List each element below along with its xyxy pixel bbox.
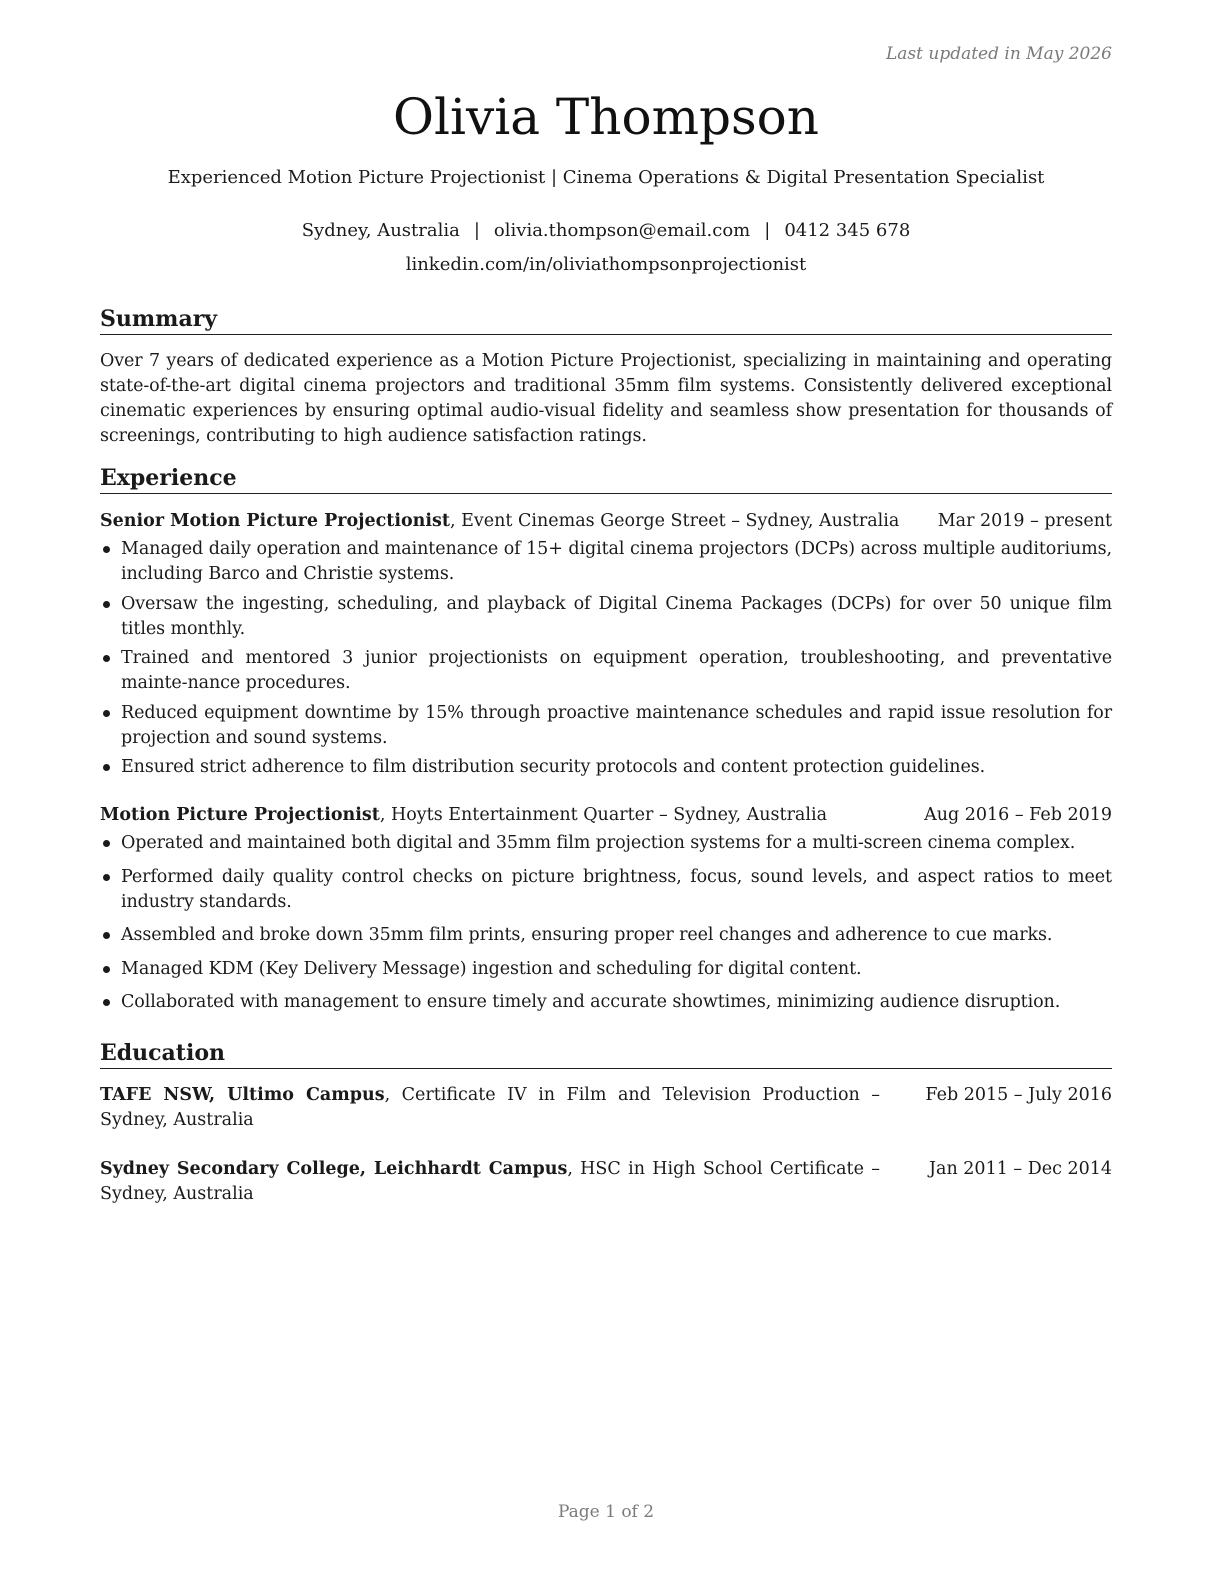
section-title-education: Education	[100, 1040, 1112, 1069]
list-item: Oversaw the ingesting, scheduling, and playback of Digital Cinema Packages (DCPs) for over 50 unique film titles monthly.	[100, 592, 1112, 642]
bullet-icon	[103, 840, 110, 847]
candidate-name: Olivia Thompson	[393, 88, 819, 146]
contact-line	[100, 220, 1112, 241]
contact-separator: |	[764, 220, 771, 241]
job-dates: Aug 2016 – Feb 2019	[924, 805, 1112, 825]
list-item: Ensured strict adherence to film distribution security protocols and content protection guidelines.	[100, 755, 1112, 780]
education-entry	[100, 1157, 1112, 1207]
resume-page	[100, 0, 1112, 1584]
phone-number: 0412 345 678	[784, 220, 911, 241]
job-bullets	[100, 537, 1112, 780]
bullet-icon	[103, 966, 110, 973]
bullet-icon	[103, 601, 110, 608]
list-item: Trained and mentored 3 junior projectionists on equipment operation, troubleshooting, and preventative mainte-nance procedures.	[100, 646, 1112, 696]
education-details: , Certificate IV in Film and Television Production – Sydney, Australia	[100, 1085, 880, 1130]
bullet-icon	[103, 655, 110, 662]
education-section	[100, 1040, 1112, 1207]
bullet-icon	[103, 710, 110, 717]
education-dates: Feb 2015 – July 2016	[925, 1085, 1112, 1105]
list-item: Managed KDM (Key Delivery Message) ingestion and scheduling for digital content.	[100, 957, 1112, 982]
job-bullets	[100, 831, 1112, 1015]
education-dates: Jan 2011 – Dec 2014	[929, 1159, 1112, 1179]
summary-text: Over 7 years of dedicated experience as a Motion Picture Projectionist, specializing in maintaining and operating state-of-the-art digital cinema projectors and traditional 35mm film systems. Consistently delivered exceptional cinematic experiences by ensuring optimal audio-visual fidelity and seamless show presentation for thousands of screenings, contributing to high audience satisfaction ratings.	[100, 351, 1112, 446]
job-role: Motion Picture Projectionist	[100, 805, 380, 825]
bullet-icon	[103, 546, 110, 553]
contact-separator: |	[473, 220, 480, 241]
job-role: Senior Motion Picture Projectionist	[100, 511, 450, 531]
job-entry	[100, 802, 1112, 1015]
list-item: Assembled and broke down 35mm film prints, ensuring proper reel changes and adherence to cue marks.	[100, 923, 1112, 948]
location: Sydney, Australia	[301, 220, 460, 241]
education-entry	[100, 1083, 1112, 1133]
job-header	[100, 508, 1112, 534]
bullet-icon	[103, 874, 110, 881]
job-company: , Event Cinemas George Street – Sydney, Australia	[450, 511, 900, 531]
bullet-icon	[103, 932, 110, 939]
page-indicator: Page 1 of 2	[557, 1502, 655, 1522]
list-item: Managed daily operation and maintenance of 15+ digital cinema projectors (DCPs) across multiple auditoriums, including Barco and Christie systems.	[100, 537, 1112, 587]
list-item: Collaborated with management to ensure timely and accurate showtimes, minimizing audience disruption.	[100, 990, 1112, 1015]
headline: Experienced Motion Picture Projectionist | Cinema Operations & Digital Presentation Specialist	[167, 167, 1045, 188]
list-item: Performed daily quality control checks on picture brightness, focus, sound levels, and aspect ratios to meet industry standards.	[100, 865, 1112, 915]
job-header	[100, 802, 1112, 828]
summary-section	[100, 306, 1112, 449]
bullet-icon	[103, 999, 110, 1006]
education-institution: Sydney Secondary College, Leichhardt Campus	[100, 1159, 568, 1179]
education-details: , HSC in High School Certificate – Sydney, Australia	[100, 1159, 880, 1204]
education-institution: TAFE NSW, Ultimo Campus	[100, 1085, 385, 1105]
bullet-icon	[103, 764, 110, 771]
linkedin-link[interactable]: linkedin.com/in/oliviathompsonprojectionist	[405, 254, 807, 275]
experience-section	[100, 465, 1112, 1024]
job-company: , Hoyts Entertainment Quarter – Sydney, Australia	[379, 805, 827, 825]
list-item: Operated and maintained both digital and 35mm film projection systems for a multi-screen cinema complex.	[100, 831, 1112, 856]
email-link[interactable]: olivia.thompson@email.com	[493, 220, 751, 241]
section-title-summary: Summary	[100, 306, 1112, 335]
last-updated: Last updated in May 2026	[885, 44, 1112, 64]
job-dates: Mar 2019 – present	[937, 511, 1112, 531]
job-entry	[100, 508, 1112, 780]
list-item: Reduced equipment downtime by 15% through proactive maintenance schedules and rapid issue resolution for projection and sound systems.	[100, 701, 1112, 751]
section-title-experience: Experience	[100, 465, 1112, 494]
